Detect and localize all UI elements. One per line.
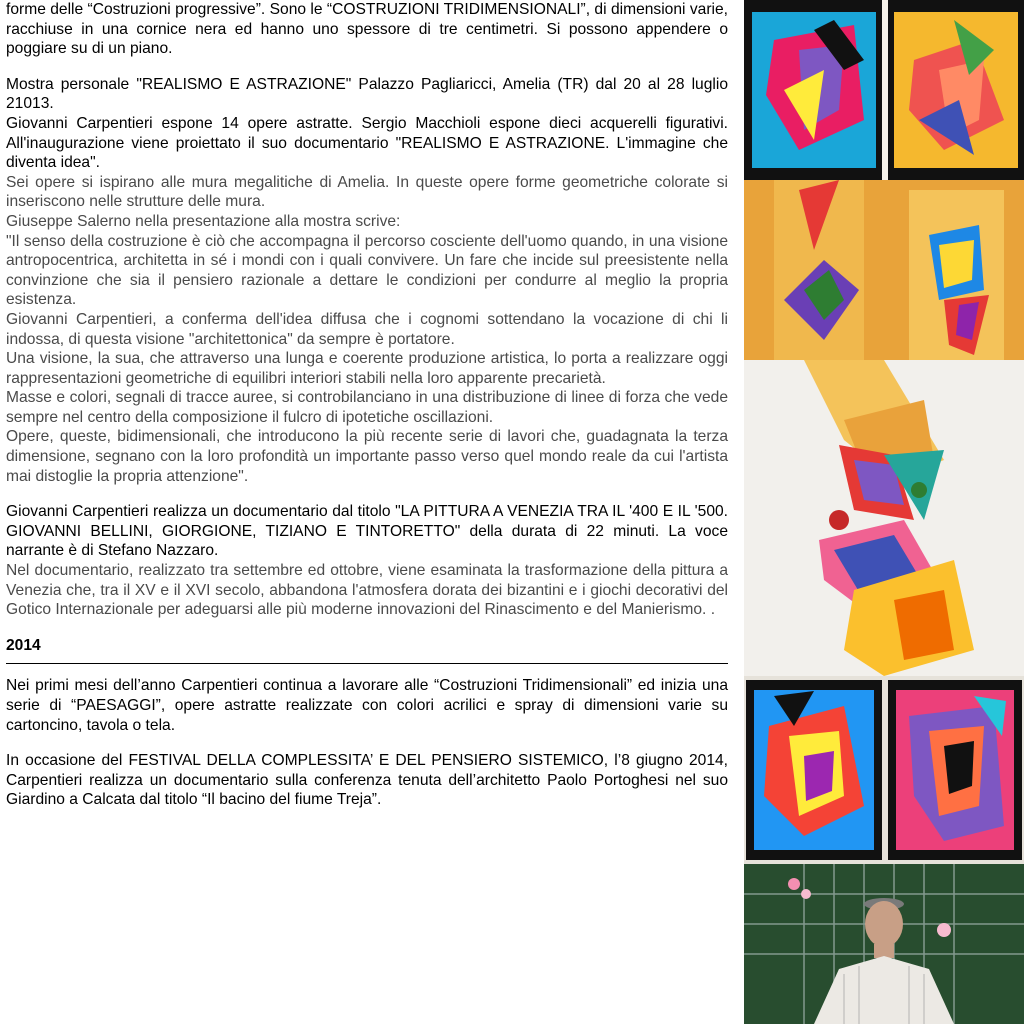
image-column [744,0,1024,1024]
paragraph-mura: Sei opere si ispirano alle mura megalitiche di Amelia. In queste opere forme geometriche colorate si inseriscono nelle strutture delle mura. [6,173,728,211]
paragraph-salerno: Giuseppe Salerno nella presentazione alla mostra scrive: [6,212,401,230]
artwork-photo-large [744,360,1024,676]
section-divider [6,663,728,664]
artwork-photo-wall [744,180,1024,360]
paragraph-paesaggi: Nei primi mesi dell’anno Carpentieri continua a lavorare alle “Costruzioni Tridimensionali” ed inizia una serie di “PAESAGGI”, opere astratte realizzate con colori acrilici e spray di dimensioni varie su cartoncino, tavola o tela. [6,677,728,734]
quote-cognomi: Giovanni Carpentieri, a conferma dell'idea diffusa che i cognomi sottendano la vocazione di chi li indossa, di questa visione "architettonica" da sempre è portatore. [6,310,728,348]
paragraph-costruzioni: forme delle “Costruzioni progressive”. Sono le “COSTRUZIONI TRIDIMENSIONALI”, di dimensioni varie, racchiuse in una cornice nera ed hanno uno spessore di tre centimetri. Si possono appendere o poggiare su di un piano. [6,1,728,58]
quote-costruzione: "Il senso della costruzione è ciò che accompagna il percorso cosciente dell'uomo quando, in una visione antropocentrica, architetta in sé i mondi con i quali convivere. Un fare che incide sul preesistente nella convinzione che sia il pensiero razionale a dettare le condizioni per condurre al meglio la propria esistenza. [6,232,728,309]
article-text [6,0,728,810]
paragraph-festival: In occasione del FESTIVAL DELLA COMPLESSITA’ E DEL PENSIERO SISTEMICO, l’8 giugno 2014, Carpentieri realizza un documentario sulla conferenza tenuta dell’architetto Paolo Portoghesi nel suo Giardino a Calcata dal titolo “Il bacino del fiume Treja”. [6,752,728,809]
quote-opere: Opere, queste, bidimensionali, che introducono la più recente serie di lavori che, guadagnata la terza dimensione, segnano con la loro profondità un importante passo verso quel mondo reale da cui l'artista mai distoglie la propria attenzione". [6,428,728,485]
quote-visione: Una visione, la sua, che attraverso una lunga e coerente produzione artistica, lo porta a realizzare oggi rappresentazioni geometriche di equilibri interiori stabili nella loro apparente precarietà. [6,350,728,387]
paragraph-documentario: Giovanni Carpentieri realizza un documentario dal titolo "LA PITTURA A VENEZIA TRA IL '400 E IL '500. GIOVANNI BELLINI, GIORGIONE, TIZIANO E TINTORETTO" della durata di 22 minuti. La voce narrante è di Stefano Nazzaro. [6,503,728,560]
year-heading: 2014 [6,636,41,654]
quote-masse: Masse e colori, segnali di tracce auree, si controbilanciano in una distribuzione di linee di forza che vede sempre nel centro della composizione il fulcro di ipotetiche oscillazioni. [6,389,728,426]
portrait-photo-garden [744,864,1024,1024]
artwork-photo-pair-bottom [744,676,1024,864]
paragraph-venezia: Nel documentario, realizzato tra settembre ed ottobre, viene esaminata la trasformazione della pittura a Venezia che, tra il XV e il XVI secolo, abbandona l'atmosfera dorata dei bizantini e i giochi decorativi del Gotico Internazionale per adeguarsi alle più moderne innovazioni del Rinascimento e del Manierismo. . [6,562,728,619]
paragraph-mostra-desc: Giovanni Carpentieri espone 14 opere astratte. Sergio Macchioli espone dieci acquerelli figurativi. All'inaugurazione viene proiettato il suo documentario "REALISMO E ASTRAZIONE. L'immagine che diventa idea". [6,114,728,172]
artwork-photo-pair-top [744,0,1024,180]
paragraph-mostra-title: Mostra personale "REALISMO E ASTRAZIONE" Palazzo Pagliaricci, Amelia (TR) dal 20 al 28 luglio 21013. [6,75,728,113]
